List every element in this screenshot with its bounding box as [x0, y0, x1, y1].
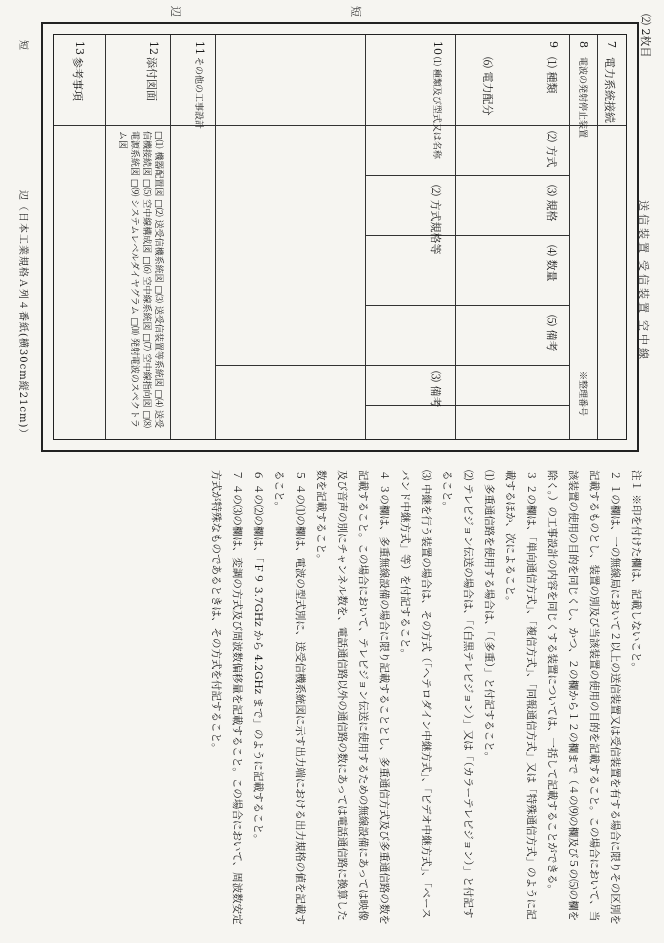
- col-divider: [366, 305, 570, 306]
- row9-num: 9: [547, 41, 560, 48]
- row10-col2: ⑵ 方式規格等: [429, 185, 442, 255]
- col-divider: [366, 175, 570, 176]
- note-item: ⑴ 多重通信路を使用する場合は、「（多重）」と付記すること。: [483, 470, 495, 763]
- row-divider: [215, 35, 216, 439]
- row9b-col1: ⑹ 電力配分: [481, 57, 494, 116]
- row13-num: 13: [73, 41, 86, 55]
- footer-long: 辺（日本工業規格Ａ列４番紙(横30cm縦21cm)）: [17, 190, 28, 440]
- side-label: 線: [637, 348, 650, 359]
- row8-label: 電波の発射停止装置: [577, 57, 587, 139]
- note-item: ７ ４の⑶の欄は、変調の方式及び周波数偏移量を記載すること。この場合において、周波数安定方式が特殊なものであるときは、その方式を付記すること。: [210, 470, 243, 925]
- row12-num: 12: [147, 41, 160, 55]
- side-label: 信: [637, 214, 650, 225]
- row9-col3: ⑶ 規格: [545, 185, 558, 222]
- form-grid: [53, 34, 627, 440]
- note-item: ⑵ テレビジョン伝送の場合は、「（白黒テレビジョン）」又は「（カラーテレビジョン）」と付記すること。: [441, 470, 474, 919]
- note-item: ⑶ 中継を行う装置の場合は、その方式（「ヘテロダイン中継方式」、「ビデオ中継方式」、「ベースバンド中継方式」等）を付記すること。: [399, 470, 432, 919]
- row-divider: [365, 35, 366, 439]
- row10-col3: ⑶ 備考: [429, 371, 442, 408]
- row12-label: 添付図面: [145, 57, 158, 101]
- row-divider: [597, 35, 598, 439]
- row11-label: その他の工事設計: [193, 57, 203, 130]
- note-item: ６ ４の⑵の欄は、「Ｆ９ 3.7GHz から 4.2GHz まで」のように記載すること。: [252, 470, 264, 845]
- col-divider: [216, 365, 570, 366]
- row8-num: 8: [577, 41, 590, 48]
- row-divider: [569, 35, 570, 439]
- serial-number-label: ※整理番号: [577, 371, 587, 417]
- notes-section: [205, 470, 646, 925]
- row7-label: 電力系統接続: [603, 57, 616, 123]
- row13-label: 参考事項: [71, 57, 84, 101]
- col-divider: [366, 235, 570, 236]
- col-divider: [54, 125, 626, 126]
- footer: [17, 40, 32, 440]
- side-label: 装: [637, 288, 650, 299]
- side-label: 信: [637, 274, 650, 285]
- note-item: ３ ２の欄は、「単向通信方式」、「複信方式」、「同報通信方式」又は「特殊通信方式」のように記載するほか、次によること。: [504, 470, 537, 920]
- row-divider: [105, 35, 106, 439]
- row11-num: 11: [193, 41, 206, 55]
- footer-short: 短: [17, 40, 28, 51]
- side-label: 短: [349, 6, 362, 17]
- col-divider: [366, 405, 570, 406]
- row9-col4: ⑷ 数量: [545, 245, 558, 282]
- page-label: ⑵ 2枚目: [639, 14, 652, 58]
- application-form: [41, 22, 639, 452]
- side-label: 辺: [169, 6, 182, 17]
- side-label: 送: [637, 200, 650, 211]
- row10-num: 10: [431, 41, 444, 55]
- row9-col1: ⑴ 種類: [545, 57, 558, 94]
- row9-col5: ⑸ 備考: [545, 315, 558, 352]
- side-label: 中: [637, 334, 650, 345]
- side-label: 置: [637, 242, 650, 253]
- row10-col1: ⑴ 種類及び型式又は名称: [431, 57, 441, 159]
- note-item: ４ ３の欄は、多重無線設備の場合に限り記載することとし、多重通信方式及び多重通信路の数を記載すること。この場合において、テレビジョン伝送に使用するための無線設備にあっては映像及び音声の別にチャンネル数を、電話通信路以外の通信路の数にあっては電話通信路に換算した数を記載すること。: [315, 470, 390, 925]
- note-item: ２ １の欄は、一の無線局において２以上の送信装置又は受信装置を有する場合に限りその区別を記載するものとし、装置の別及び当該装置の使用の目的を記載すること。この場合において、当該装置の使用の目的を同じくし、かつ、２の欄から１２の欄まで（４の⑼の欄及び５の⑸の欄を除く。）の工事設計の内容を同じくする装置については、一括して記載することができる。: [546, 470, 621, 925]
- row-divider: [170, 35, 171, 439]
- row-divider: [455, 35, 456, 439]
- attachment-list: □⑴ 機器配置図 □⑵ 送受信機系統図 □⑶ 送受信装置等系統図 □⑷ 送受信機接続図 □⑸ 空中線構成図 □⑹ 空中線系統図 □⑺ 空中線指向図 □⑻ 電源系統図 □⑼ システムレベルダイヤグラム □⑽ 発射電波のスペクトラム図: [117, 131, 163, 429]
- side-label: 受: [637, 260, 650, 271]
- note-item: ５ ４の⑴の欄は、電波の型式別に、送受信機系統図に示す出力端における出力規格の値を記載すること。: [273, 470, 306, 925]
- side-label: 置: [637, 302, 650, 313]
- side-label: 空: [637, 320, 650, 331]
- row7-num: 7: [605, 41, 618, 48]
- side-label: 装: [637, 228, 650, 239]
- row9-col2: ⑵ 方式: [545, 131, 558, 168]
- note-item: 注１ ※印を付けた欄は、記載しないこと。: [630, 470, 642, 673]
